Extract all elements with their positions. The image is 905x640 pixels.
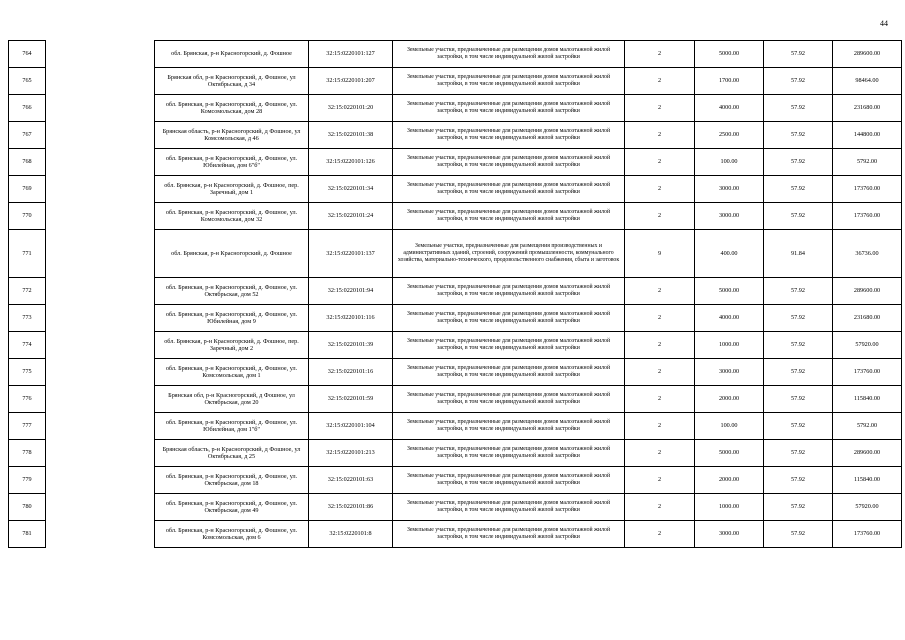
spacer-cell — [46, 386, 155, 413]
rate-cell: 57.92 — [764, 332, 833, 359]
group-cell: 2 — [625, 332, 695, 359]
group-cell: 2 — [625, 122, 695, 149]
row-number: 767 — [9, 122, 46, 149]
cadastral-number-cell: 32:15:0220101:104 — [309, 413, 393, 440]
table-row — [9, 278, 902, 305]
cadastral-number-cell: 32:15:0220101:116 — [309, 305, 393, 332]
rate-cell: 57.92 — [764, 176, 833, 203]
cadastral-number-cell: 32:15:0220101:24 — [309, 203, 393, 230]
cadastral-value-cell: 115840.00 — [833, 386, 902, 413]
cadastral-value-cell: 57920.00 — [833, 494, 902, 521]
group-cell: 2 — [625, 149, 695, 176]
spacer-cell — [46, 41, 155, 68]
land-use-cell: Земельные участки, предназначенные для размещения домов малоэтажной жилой застройки, в том числе индивидуальной жилой застройки — [393, 440, 625, 467]
land-use-cell: Земельные участки, предназначенные для размещения домов малоэтажной жилой застройки, в том числе индивидуальной жилой застройки — [393, 41, 625, 68]
cadastral-value-cell: 231680.00 — [833, 95, 902, 122]
land-use-cell: Земельные участки, предназначенные для размещения домов малоэтажной жилой застройки, в том числе индивидуальной жилой застройки — [393, 359, 625, 386]
cadastral-value-cell: 173760.00 — [833, 521, 902, 548]
table-row — [9, 122, 902, 149]
spacer-cell — [46, 413, 155, 440]
row-number: 766 — [9, 95, 46, 122]
land-use-cell: Земельные участки, предназначенные для размещения домов малоэтажной жилой застройки, в том числе индивидуальной жилой застройки — [393, 494, 625, 521]
cadastral-value-cell: 173760.00 — [833, 176, 902, 203]
land-use-cell: Земельные участки, предназначенные для размещения домов малоэтажной жилой застройки, в том числе индивидуальной жилой застройки — [393, 122, 625, 149]
group-cell: 2 — [625, 440, 695, 467]
row-number: 771 — [9, 230, 46, 278]
area-cell: 2000.00 — [695, 386, 764, 413]
page-number: 44 — [880, 19, 888, 28]
table-row — [9, 41, 902, 68]
row-number: 776 — [9, 386, 46, 413]
rate-cell: 57.92 — [764, 95, 833, 122]
table-row — [9, 494, 902, 521]
cadastral-number-cell: 32:15:0220101:8 — [309, 521, 393, 548]
cadastral-value-cell: 5792.00 — [833, 413, 902, 440]
spacer-cell — [46, 440, 155, 467]
spacer-cell — [46, 149, 155, 176]
row-number: 764 — [9, 41, 46, 68]
spacer-cell — [46, 359, 155, 386]
row-number: 765 — [9, 68, 46, 95]
rate-cell: 57.92 — [764, 521, 833, 548]
address-cell: Брянская область, р-н Красногорский, д Фошное, ул Октябрьская, д 25 — [155, 440, 309, 467]
cadastral-number-cell: 32:15:0220101:86 — [309, 494, 393, 521]
address-cell: обл. Брянская, р-н Красногорский, д. Фошное, ул. Юбилейная, дом 1"б" — [155, 413, 309, 440]
area-cell: 4000.00 — [695, 305, 764, 332]
rate-cell: 57.92 — [764, 203, 833, 230]
group-cell: 2 — [625, 386, 695, 413]
cadastral-value-cell: 231680.00 — [833, 305, 902, 332]
spacer-cell — [46, 467, 155, 494]
rate-cell: 57.92 — [764, 359, 833, 386]
row-number: 775 — [9, 359, 46, 386]
address-cell: обл. Брянская, р-н Красногорский, д. Фошное, ул. Юбилейная, дом 9 — [155, 305, 309, 332]
table-row — [9, 440, 902, 467]
address-cell: обл. Брянская, р-н Красногорский, д. Фошное, ул. Октябрьская, дом 52 — [155, 278, 309, 305]
cadastral-number-cell: 32:15:0220101:16 — [309, 359, 393, 386]
address-cell: Брянская обл, р-н Красногорский, д. Фошное, ул Октябрьская, д 34 — [155, 68, 309, 95]
land-use-cell: Земельные участки, предназначенные для размещения домов малоэтажной жилой застройки, в том числе индивидуальной жилой застройки — [393, 68, 625, 95]
table-row — [9, 305, 902, 332]
table-row — [9, 203, 902, 230]
spacer-cell — [46, 68, 155, 95]
table-row — [9, 386, 902, 413]
group-cell: 2 — [625, 68, 695, 95]
spacer-cell — [46, 95, 155, 122]
cadastral-number-cell: 32:15:0220101:137 — [309, 230, 393, 278]
address-cell: обл. Брянская, р-н Красногорский, д. Фошное, ул. Комсомольская, дом 1 — [155, 359, 309, 386]
land-use-cell: Земельные участки, предназначенные для размещения домов малоэтажной жилой застройки, в том числе индивидуальной жилой застройки — [393, 203, 625, 230]
cadastral-value-cell: 36736.00 — [833, 230, 902, 278]
row-number: 774 — [9, 332, 46, 359]
row-number: 772 — [9, 278, 46, 305]
rate-cell: 57.92 — [764, 440, 833, 467]
row-number: 779 — [9, 467, 46, 494]
group-cell: 2 — [625, 176, 695, 203]
address-cell: обл. Брянская, р-н Красногорский, д. Фошное, ул. Комсомольская, дом 32 — [155, 203, 309, 230]
land-use-cell: Земельные участки, предназначенные для размещения домов малоэтажной жилой застройки, в том числе индивидуальной жилой застройки — [393, 386, 625, 413]
spacer-cell — [46, 521, 155, 548]
cadastral-value-cell: 144800.00 — [833, 122, 902, 149]
area-cell: 3000.00 — [695, 521, 764, 548]
cadastral-number-cell: 32:15:0220101:34 — [309, 176, 393, 203]
group-cell: 2 — [625, 494, 695, 521]
row-number: 781 — [9, 521, 46, 548]
area-cell: 3000.00 — [695, 176, 764, 203]
cadastral-value-cell: 173760.00 — [833, 359, 902, 386]
land-use-cell: Земельные участки, предназначенные для размещения домов малоэтажной жилой застройки, в том числе индивидуальной жилой застройки — [393, 149, 625, 176]
area-cell: 400.00 — [695, 230, 764, 278]
table-row — [9, 332, 902, 359]
cadastral-value-cell: 289600.00 — [833, 440, 902, 467]
row-number: 777 — [9, 413, 46, 440]
address-cell: обл. Брянская, р-н Красногорский, д. Фошное, ул. Юбилейная, дом 6"б" — [155, 149, 309, 176]
area-cell: 2500.00 — [695, 122, 764, 149]
land-use-cell: Земельные участки, предназначенные для размещения домов малоэтажной жилой застройки, в том числе индивидуальной жилой застройки — [393, 176, 625, 203]
group-cell: 2 — [625, 521, 695, 548]
area-cell: 1700.00 — [695, 68, 764, 95]
table-row — [9, 149, 902, 176]
area-cell: 5000.00 — [695, 440, 764, 467]
address-cell: Брянская область, р-н Красногорский, д Фошное, ул Комсомольская, д 46 — [155, 122, 309, 149]
table-row — [9, 413, 902, 440]
address-cell: обл. Брянская, р-н Красногорский, д. Фошное — [155, 230, 309, 278]
rate-cell: 57.92 — [764, 413, 833, 440]
area-cell: 100.00 — [695, 149, 764, 176]
cadastral-value-cell: 5792.00 — [833, 149, 902, 176]
land-use-cell: Земельные участки, предназначенные для размещения домов малоэтажной жилой застройки, в том числе индивидуальной жилой застройки — [393, 467, 625, 494]
spacer-cell — [46, 332, 155, 359]
cadastral-number-cell: 32:15:0220101:94 — [309, 278, 393, 305]
rate-cell: 57.92 — [764, 68, 833, 95]
land-use-cell: Земельные участки, предназначенные для размещения домов малоэтажной жилой застройки, в том числе индивидуальной жилой застройки — [393, 278, 625, 305]
address-cell: обл. Брянская, р-н Красногорский, д. Фошное, пер. Заречный, дом 1 — [155, 176, 309, 203]
group-cell: 2 — [625, 95, 695, 122]
cadastral-number-cell: 32:15:0220101:127 — [309, 41, 393, 68]
spacer-cell — [46, 494, 155, 521]
rate-cell: 57.92 — [764, 386, 833, 413]
row-number: 770 — [9, 203, 46, 230]
group-cell: 9 — [625, 230, 695, 278]
rate-cell: 57.92 — [764, 41, 833, 68]
row-number: 778 — [9, 440, 46, 467]
table-body — [9, 41, 902, 548]
area-cell: 5000.00 — [695, 41, 764, 68]
group-cell: 2 — [625, 467, 695, 494]
cadastral-number-cell: 32:15:0220101:38 — [309, 122, 393, 149]
address-cell: обл. Брянская, р-н Красногорский, д. Фошное, пер. Заречный, дом 2 — [155, 332, 309, 359]
rate-cell: 57.92 — [764, 467, 833, 494]
group-cell: 2 — [625, 359, 695, 386]
table-row — [9, 467, 902, 494]
spacer-cell — [46, 203, 155, 230]
cadastral-number-cell: 32:15:0220101:59 — [309, 386, 393, 413]
table-row — [9, 230, 902, 278]
row-number: 780 — [9, 494, 46, 521]
group-cell: 2 — [625, 278, 695, 305]
row-number: 773 — [9, 305, 46, 332]
cadastral-value-cell: 289600.00 — [833, 41, 902, 68]
address-cell: обл. Брянская, р-н Красногорский, д. Фошное, ул. Октябрьская, дом 18 — [155, 467, 309, 494]
area-cell: 4000.00 — [695, 95, 764, 122]
spacer-cell — [46, 305, 155, 332]
area-cell: 1000.00 — [695, 494, 764, 521]
cadastral-value-cell: 173760.00 — [833, 203, 902, 230]
cadastral-number-cell: 32:15:0220101:39 — [309, 332, 393, 359]
rate-cell: 91.84 — [764, 230, 833, 278]
rate-cell: 57.92 — [764, 278, 833, 305]
cadastral-number-cell: 32:15:0220101:63 — [309, 467, 393, 494]
spacer-cell — [46, 278, 155, 305]
address-cell: обл. Брянская, р-н Красногорский, д. Фошное, ул. Комсомольская, дом 6 — [155, 521, 309, 548]
area-cell: 3000.00 — [695, 203, 764, 230]
land-use-cell: Земельные участки, предназначенные для размещения домов малоэтажной жилой застройки, в том числе индивидуальной жилой застройки — [393, 521, 625, 548]
table-row — [9, 95, 902, 122]
land-plots-table — [8, 40, 902, 548]
row-number: 769 — [9, 176, 46, 203]
land-use-cell: Земельные участки, предназначенные для размещения домов малоэтажной жилой застройки, в том числе индивидуальной жилой застройки — [393, 413, 625, 440]
cadastral-number-cell: 32:15:0220101:126 — [309, 149, 393, 176]
address-cell: обл. Брянская, р-н Красногорский, д. Фошное, ул. Комсомольская, дом 28 — [155, 95, 309, 122]
row-number: 768 — [9, 149, 46, 176]
cadastral-value-cell: 57920.00 — [833, 332, 902, 359]
group-cell: 2 — [625, 305, 695, 332]
cadastral-value-cell: 289600.00 — [833, 278, 902, 305]
area-cell: 3000.00 — [695, 359, 764, 386]
group-cell: 2 — [625, 41, 695, 68]
area-cell: 1000.00 — [695, 332, 764, 359]
rate-cell: 57.92 — [764, 149, 833, 176]
address-cell: обл. Брянская, р-н Красногорский, д. Фошное — [155, 41, 309, 68]
cadastral-number-cell: 32:15:0220101:207 — [309, 68, 393, 95]
rate-cell: 57.92 — [764, 122, 833, 149]
group-cell: 2 — [625, 203, 695, 230]
table-row — [9, 176, 902, 203]
cadastral-value-cell: 98464.00 — [833, 68, 902, 95]
address-cell: обл. Брянская, р-н Красногорский, д. Фошное, ул. Октябрьская, дом 49 — [155, 494, 309, 521]
land-use-cell: Земельные участки, предназначенные для размещения домов малоэтажной жилой застройки, в том числе индивидуальной жилой застройки — [393, 332, 625, 359]
spacer-cell — [46, 230, 155, 278]
table-row — [9, 68, 902, 95]
cadastral-value-cell: 115840.00 — [833, 467, 902, 494]
rate-cell: 57.92 — [764, 305, 833, 332]
address-cell: Брянская обл, р-н Красногорский, д Фошное, ул Октябрьская, дом 20 — [155, 386, 309, 413]
land-use-cell: Земельные участки, предназначенные для размещения домов малоэтажной жилой застройки, в том числе индивидуальной жилой застройки — [393, 95, 625, 122]
table-row — [9, 359, 902, 386]
land-use-cell: Земельные участки, предназначенные для размещения производственных и административных зданий, строений, сооружений промышленности, коммунального хозяйства, материально-технического, продовольственного снабжения, сбыта и заготовок — [393, 230, 625, 278]
spacer-cell — [46, 122, 155, 149]
land-use-cell: Земельные участки, предназначенные для размещения домов малоэтажной жилой застройки, в том числе индивидуальной жилой застройки — [393, 305, 625, 332]
area-cell: 100.00 — [695, 413, 764, 440]
spacer-cell — [46, 176, 155, 203]
group-cell: 2 — [625, 413, 695, 440]
area-cell: 2000.00 — [695, 467, 764, 494]
cadastral-number-cell: 32:15:0220101:20 — [309, 95, 393, 122]
table-row — [9, 521, 902, 548]
cadastral-number-cell: 32:15:0220101:213 — [309, 440, 393, 467]
area-cell: 5000.00 — [695, 278, 764, 305]
rate-cell: 57.92 — [764, 494, 833, 521]
